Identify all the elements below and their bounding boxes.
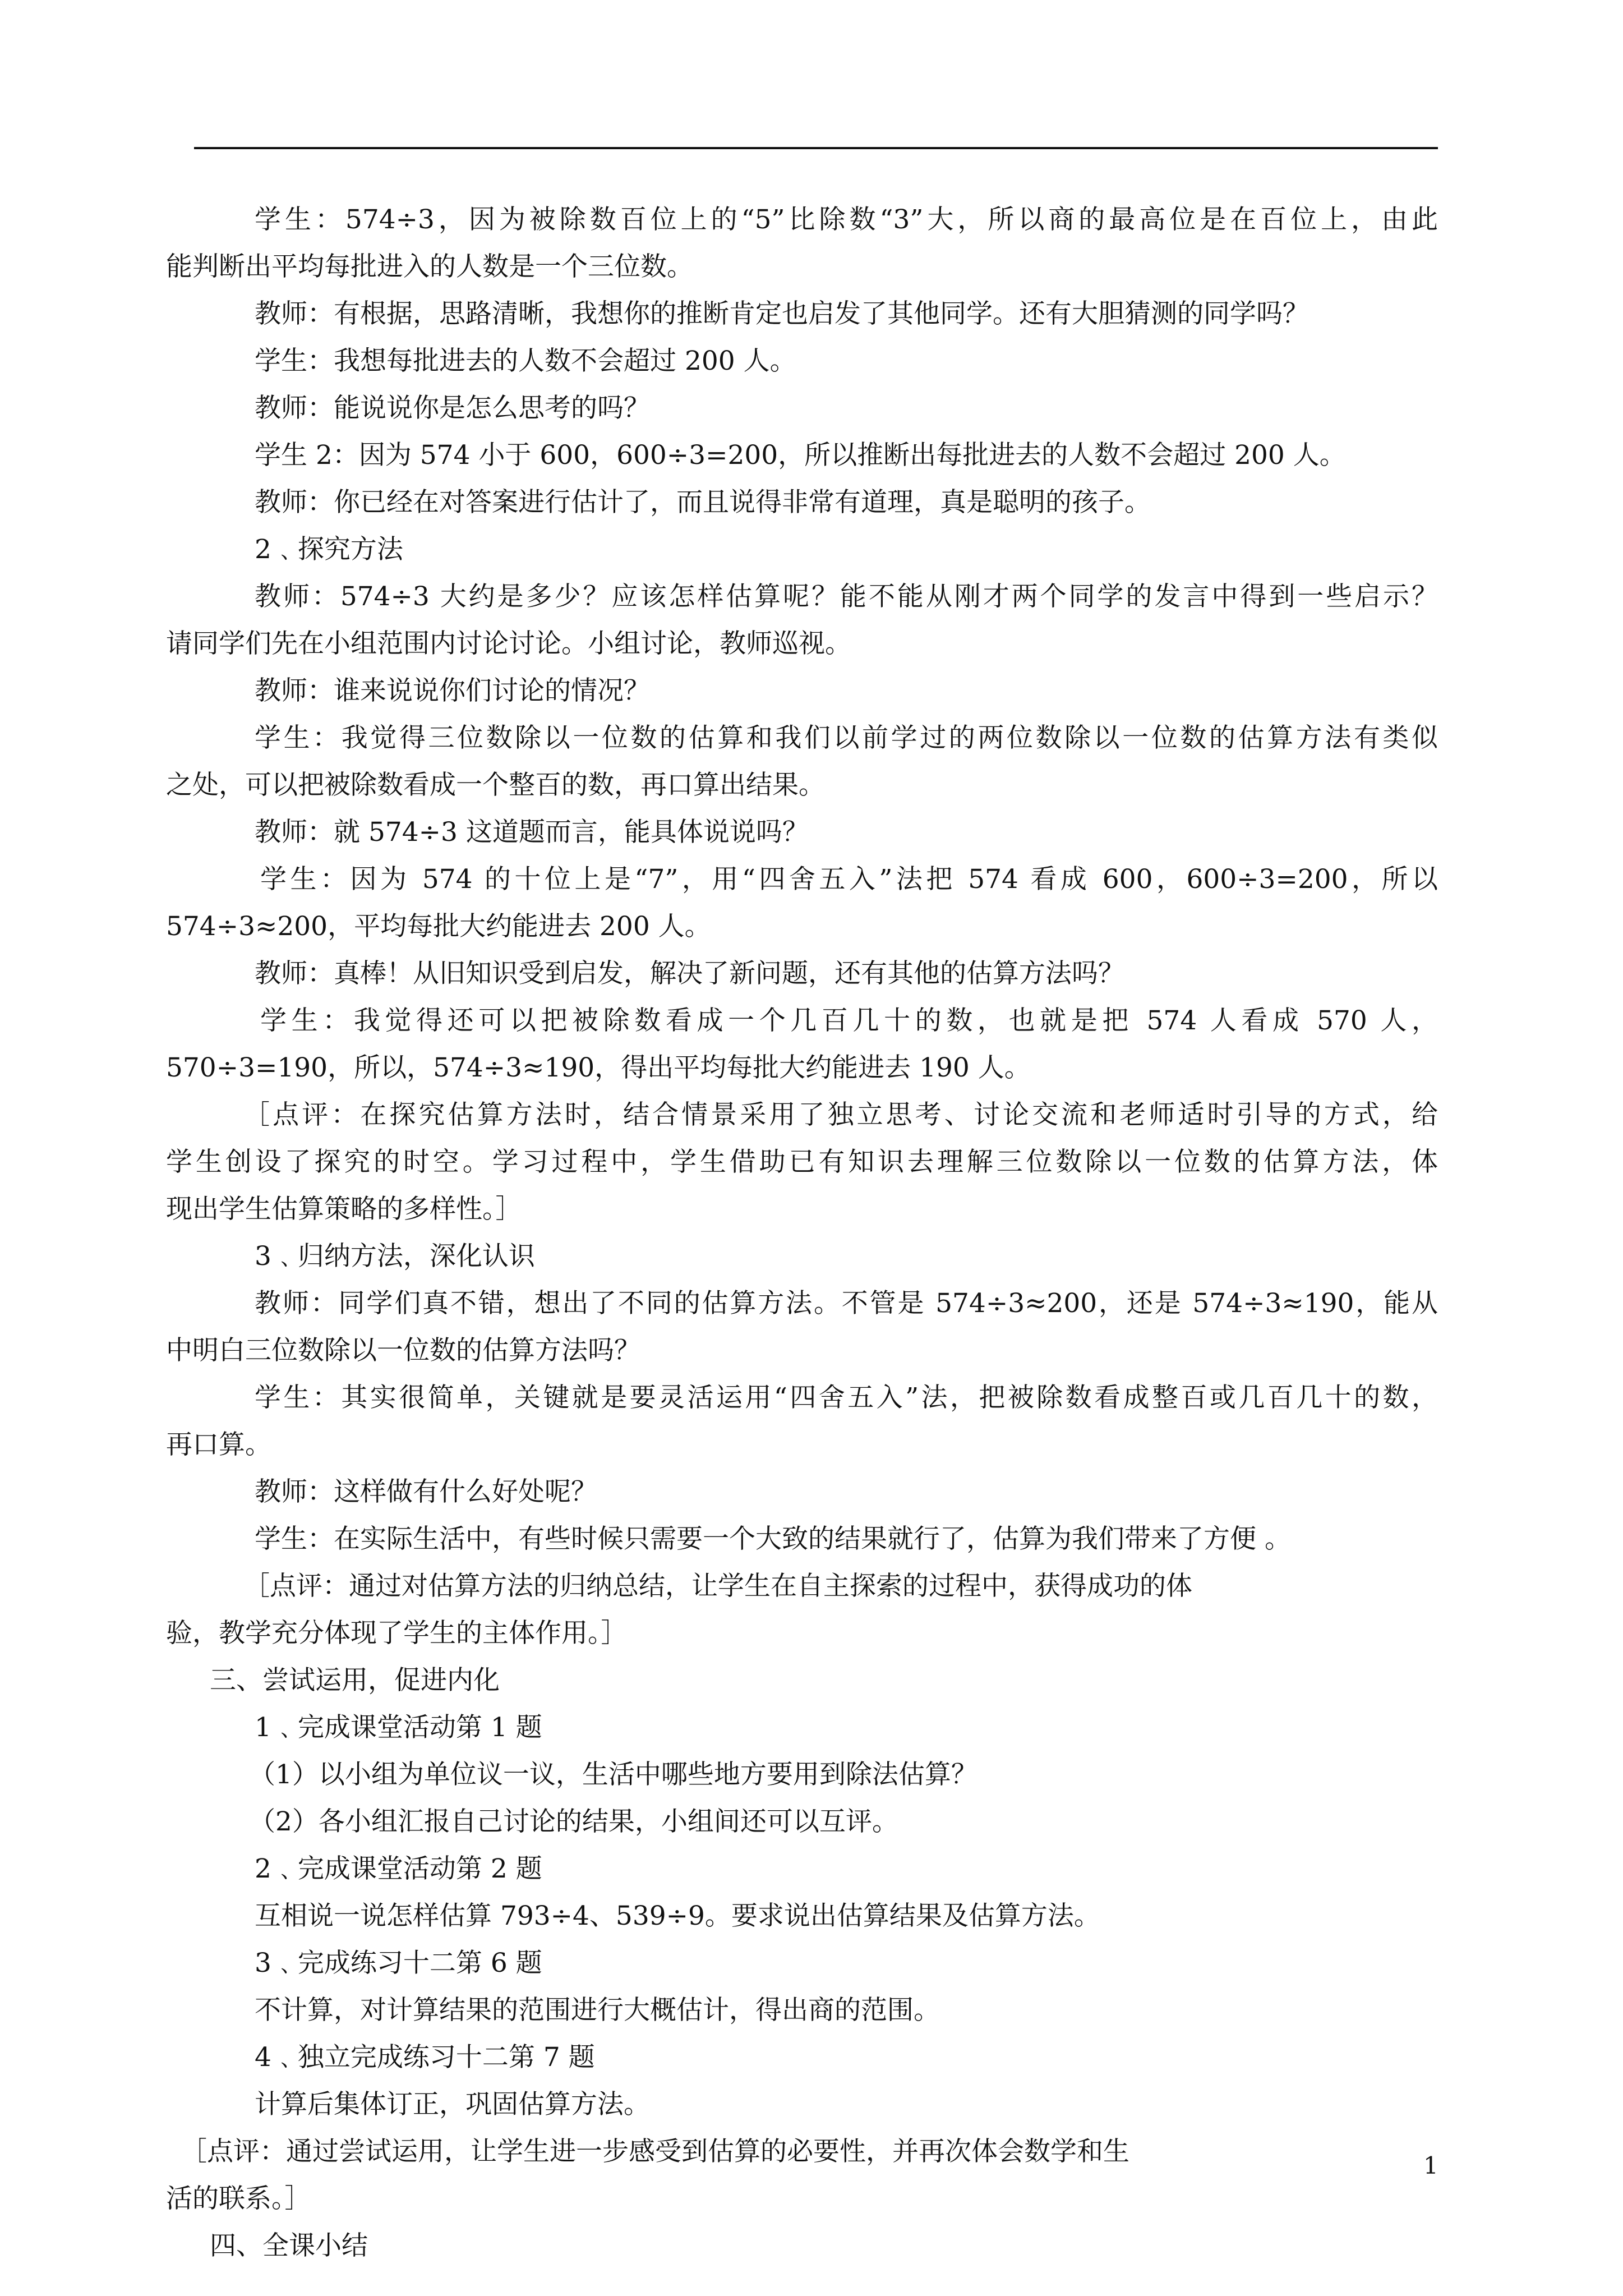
paragraph-line: 计算后集体订正，巩固估算方法。 <box>255 2089 650 2120</box>
comment-line: 学生创设了探究的时空。学习过程中，学生借助已有知识去理解三位数除以一位数的估算方法，体 <box>166 1147 1438 1177</box>
paragraph-line: 不计算，对计算结果的范围进行大概估计，得出商的范围。 <box>255 1995 940 2026</box>
comment-line: 验，教学充分体现了学生的主体作用。］ <box>166 1618 628 1649</box>
section-heading: 四、全课小结 <box>210 2230 368 2261</box>
subsection-heading: 3﹑完成练习十二第 6 题 <box>255 1948 542 1978</box>
paragraph-line: 互相说一说怎样估算 793÷4、539÷9。要求说出估算结果及估算方法。 <box>255 1901 1100 1931</box>
paragraph-line: 请同学们先在小组范围内讨论讨论。小组讨论，教师巡视。 <box>166 628 851 659</box>
subsection-heading: 1﹑完成课堂活动第 1 题 <box>255 1712 542 1743</box>
comment-line: 现出学生估算策略的多样性。］ <box>166 1194 522 1225</box>
header-rule <box>194 147 1438 149</box>
paragraph-line: 学生：我觉得三位数除以一位数的估算和我们以前学过的两位数除以一位数的估算方法有类似 <box>255 723 1438 753</box>
list-item: （1）以小组为单位议一议，生活中哪些地方要用到除法估算？ <box>249 1759 978 1790</box>
paragraph-line: 学生：我觉得还可以把被除数看成一个几百几十的数，也就是把 574 人看成 570 人， <box>260 1005 1438 1036</box>
subsection-heading: 2﹑完成课堂活动第 2 题 <box>255 1853 542 1884</box>
paragraph-line: 学生 2：因为 574 小于 600，600÷3=200，所以推断出每批进去的人数不会超过 200 人。 <box>255 440 1346 471</box>
paragraph-line: 570÷3=190，所以，574÷3≈190，得出平均每批大约能进去 190 人。 <box>166 1052 1031 1083</box>
paragraph-line: 教师：574÷3 大约是多少？应该怎样估算呢？能不能从刚才两个同学的发言中得到一些启示？ <box>255 581 1438 612</box>
paragraph-line: 教师：你已经在对答案进行估计了，而且说得非常有道理，真是聪明的孩子。 <box>255 487 1151 518</box>
paragraph-line: 574÷3≈200，平均每批大约能进去 200 人。 <box>166 911 711 942</box>
comment-line: ［点评：通过尝试运用，让学生进一步感受到估算的必要性，并再次体会数学和生 <box>181 2136 1129 2167</box>
comment-line: ［点评：在探究估算方法时，结合情景采用了独立思考、讨论交流和老师适时引导的方式，给 <box>243 1099 1438 1130</box>
paragraph-line: 教师：能说说你是怎么思考的吗？ <box>255 393 650 424</box>
page-number: 1 <box>1423 2152 1438 2179</box>
comment-line: ［点评：通过对估算方法的归纳总结，让学生在自主探索的过程中，获得成功的体 <box>243 1571 1192 1602</box>
paragraph-line: 学生：574÷3，因为被除数百位上的“5”比除数“3”大，所以商的最高位是在百位上，由此 <box>255 204 1438 235</box>
section-heading: 3﹑归纳方法，深化认识 <box>255 1241 535 1272</box>
paragraph-line: 教师：谁来说说你们讨论的情况？ <box>255 675 650 706</box>
paragraph-line: 教师：这样做有什么好处呢？ <box>255 1476 597 1507</box>
comment-line: 活的联系。］ <box>166 2183 311 2214</box>
paragraph-line: 教师：同学们真不错，想出了不同的估算方法。不管是 574÷3≈200，还是 574÷3≈190，能从 <box>255 1288 1438 1319</box>
paragraph-line: 教师：真棒！从旧知识受到启发，解决了新问题，还有其他的估算方法吗？ <box>255 958 1124 989</box>
section-heading: 2﹑探究方法 <box>255 534 403 565</box>
paragraph-line: 再口算。 <box>166 1429 271 1460</box>
paragraph-line: 能判断出平均每批进入的人数是一个三位数。 <box>166 251 693 282</box>
list-item: （2）各小组汇报自己讨论的结果，小组间还可以互评。 <box>249 1806 898 1837</box>
paragraph-line: 学生：我想每批进去的人数不会超过 200 人。 <box>255 346 796 376</box>
paragraph-line: 教师：就 574÷3 这道题而言，能具体说说吗？ <box>255 817 809 848</box>
paragraph-line: 中明白三位数除以一位数的估算方法吗？ <box>166 1335 640 1366</box>
paragraph-line: 教师：有根据，思路清晰，我想你的推断肯定也启发了其他同学。还有大胆猜测的同学吗？ <box>255 298 1309 329</box>
document-body <box>166 196 1438 2270</box>
paragraph-line: 学生：因为 574 的十位上是“7”，用“四舍五入”法把 574 看成 600，600÷3=200，所以 <box>260 864 1438 895</box>
paragraph-line: 学生：其实很简单，关键就是要灵活运用“四舍五入”法，把被除数看成整百或几百几十的数， <box>255 1382 1438 1413</box>
section-heading: 三、尝试运用，促进内化 <box>210 1665 500 1696</box>
paragraph-line: 学生：在实际生活中，有些时候只需要一个大致的结果就行了，估算为我们带来了方便 。 <box>255 1524 1291 1554</box>
subsection-heading: 4﹑独立完成练习十二第 7 题 <box>255 2042 595 2073</box>
paragraph-line: 之处，可以把被除数看成一个整百的数，再口算出结果。 <box>166 770 825 800</box>
